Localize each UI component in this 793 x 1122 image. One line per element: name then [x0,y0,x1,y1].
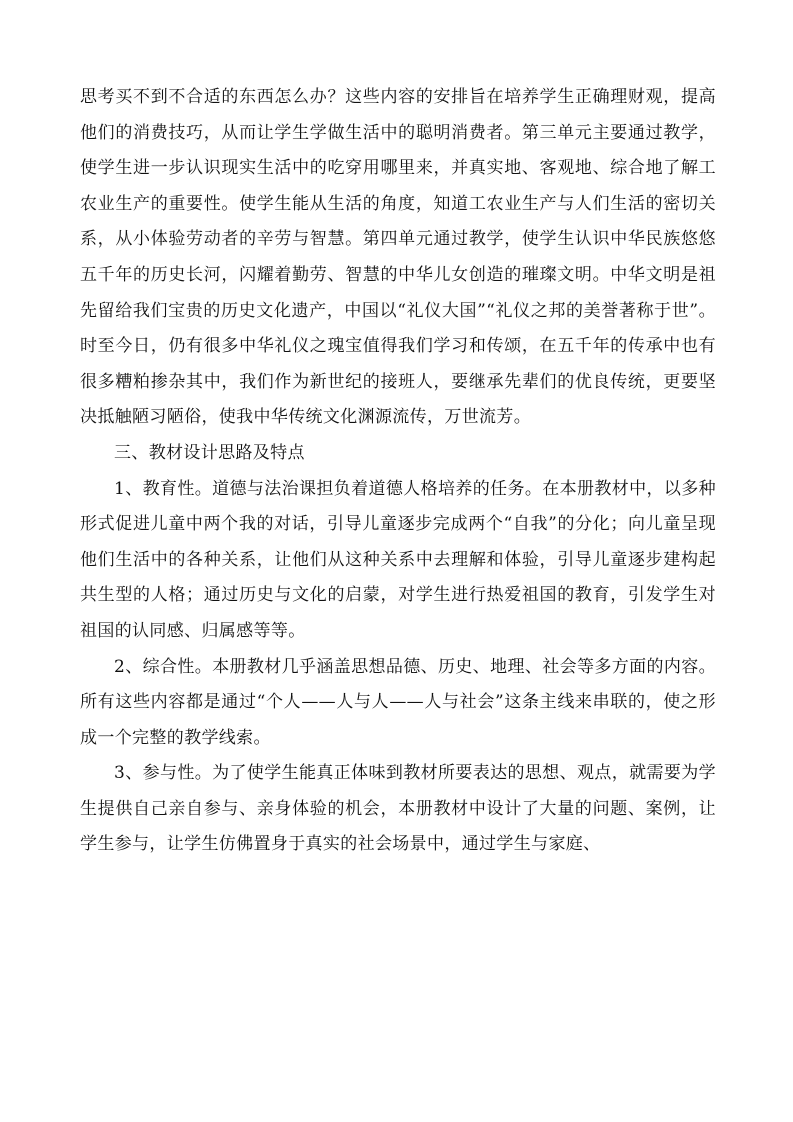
document-body [80,80,716,863]
paragraph-point-3: 3、参与性。为了使学生能真正体味到教材所要表达的思想、观点，就需要为学生提供自己亲自参与、亲身体验的机会，本册教材中设计了大量的问题、案例，让学生参与，让学生仿佛置身于真实的社会场景中，通过学生与家庭、 [80,763,716,855]
paragraph-point-2: 2、综合性。本册教材几乎涵盖思想品德、历史、地理、社会等多方面的内容。所有这些内容都是通过“个人——人与人——人与社会”这条主线来串联的，使之形成一个完整的教学线索。 [80,656,716,748]
section-heading: 三、教材设计思路及特点 [114,442,305,463]
paragraph-point-1: 1、教育性。道德与法治课担负着道德人格培养的任务。在本册教材中，以多种形式促进儿童中两个我的对话，引导儿童逐步完成两个“自我”的分化；向儿童呈现他们生活中的各种关系，让他们从这种关系中去理解和体验，引导儿童逐步建构起共生型的人格；通过历史与文化的启蒙，对学生进行热爱祖国的教育，引发学生对祖国的认同感、归属感等等。 [80,478,716,641]
paragraph-continuation: 思考买不到不合适的东西怎么办？这些内容的安排旨在培养学生正确理财观，提高他们的消费技巧，从而让学生学做生活中的聪明消费者。第三单元主要通过教学，使学生进一步认识现实生活中的吃穿用哪里来，并真实地、客观地、综合地了解工农业生产的重要性。使学生能从生活的角度，知道工农业生产与人们生活的密切关系，从小体验劳动者的辛劳与智慧。第四单元通过教学，使学生认识中华民族悠悠五千年的历史长河，闪耀着勤劳、智慧的中华儿女创造的璀璨文明。中华文明是祖先留给我们宝贵的历史文化遗产，中国以“礼仪大国”“礼仪之邦的美誉著称于世”。时至今日，仍有很多中华礼仪之瑰宝值得我们学习和传颂，在五千年的传承中也有很多糟粕掺杂其中，我们作为新世纪的接班人，要继承先辈们的优良传统，更要坚决抵触陋习陋俗，使我中华传统文化渊源流传，万世流芳。 [80,87,716,428]
